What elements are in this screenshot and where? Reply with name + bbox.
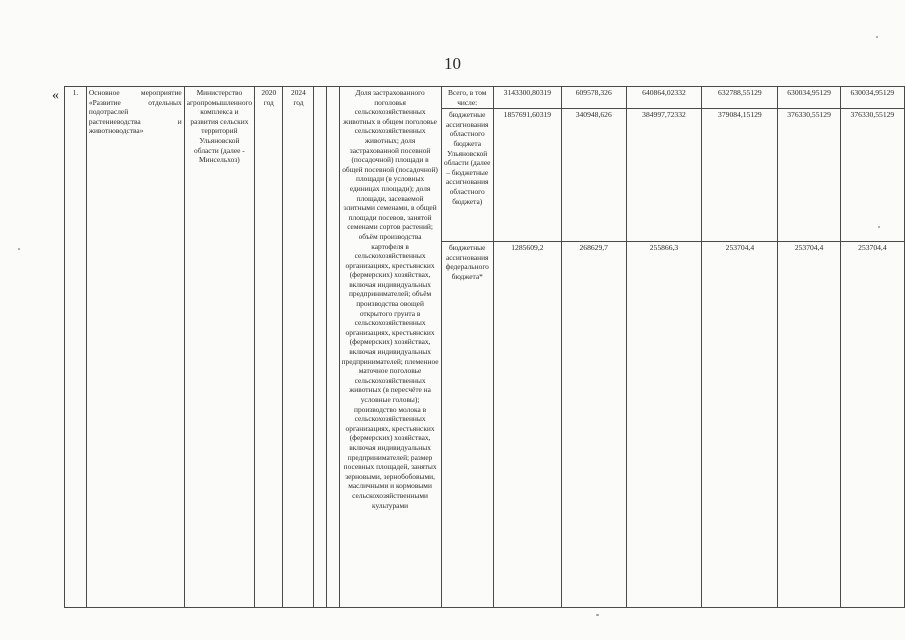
funding-value: 384997,72332 bbox=[626, 109, 702, 242]
event-name: Основное мероприятие «Развитие отдельных подотраслей растениеводства и животноводства» bbox=[86, 87, 184, 608]
funding-value: 640864,02332 bbox=[626, 87, 702, 109]
target-indicators: Доля застрахованного поголовья сельскохозяйственных животных в общем поголовье сельскохозяйственных животных; доля застрахованной посевной (посадочной) площади в общей посевной (посадочной) площади (в условных единицах площади); доля площади, засеваемой элитными семенами, в общей площади посевов, занятой семенами сортов растений; объём производства картофеля в сельскохозяйственных организациях, крестьянских (фермерских) хозяйствах, включая индивидуальных предпринимателей; объём производства овощей открытого грунта в сельскохозяйственных организациях, крестьянских (фермерских) хозяйствах, включая индивидуальных предпринимателей; племенное маточное поголовье сельскохозяйственных животных (в пересчёте на условные головы); производство молока в сельскохозяйственных организациях, крестьянских (фермерских) хозяйствах, включая индивидуальных предпринимателей; размер посевных площадей, занятых зерновыми, зернобобовыми, масличными и кормовыми сельскохозяйственными культурами bbox=[339, 87, 441, 608]
funding-value: 268629,7 bbox=[561, 242, 626, 608]
funding-value: 632788,55129 bbox=[702, 87, 778, 109]
funding-value: 376330,55129 bbox=[778, 109, 840, 242]
funding-value: 1857691,60319 bbox=[493, 109, 561, 242]
executor: Министерство агропромышленного комплекса и развития сельских территорий Ульяновской области (далее - Минсельхоз) bbox=[184, 87, 254, 608]
funding-value: 253704,4 bbox=[778, 242, 840, 608]
program-table bbox=[64, 86, 905, 608]
scan-speck bbox=[596, 614, 599, 616]
funding-source: бюджетные ассигнования областного бюджета Ульяновской области (далее – бюджетные ассигнования областного бюджета) bbox=[441, 109, 493, 242]
empty-cell bbox=[314, 87, 327, 608]
year-start: 2020 год bbox=[255, 87, 283, 608]
funding-value: 255866,3 bbox=[626, 242, 702, 608]
scan-speck bbox=[878, 226, 880, 228]
funding-value: 1285609,2 bbox=[493, 242, 561, 608]
funding-value: 3143300,80319 bbox=[493, 87, 561, 109]
funding-value: 253704,4 bbox=[702, 242, 778, 608]
scan-speck bbox=[18, 248, 20, 250]
funding-value: 376330,55129 bbox=[840, 109, 904, 242]
page-number: 10 bbox=[444, 54, 461, 73]
funding-source: бюджетные ассигнования федерального бюджета* bbox=[441, 242, 493, 608]
funding-value: 253704,4 bbox=[840, 242, 904, 608]
row-index: 1. bbox=[65, 87, 87, 608]
funding-source: Всего, в том числе: bbox=[441, 87, 493, 109]
funding-value: 609578,326 bbox=[561, 87, 626, 109]
year-end: 2024 год bbox=[283, 87, 314, 608]
funding-value: 630034,95129 bbox=[840, 87, 904, 109]
funding-value: 630034,95129 bbox=[778, 87, 840, 109]
funding-value: 379084,15129 bbox=[702, 109, 778, 242]
scan-speck bbox=[876, 36, 878, 38]
opening-quote: « bbox=[52, 88, 59, 103]
empty-cell bbox=[326, 87, 339, 608]
funding-value: 340948,626 bbox=[561, 109, 626, 242]
